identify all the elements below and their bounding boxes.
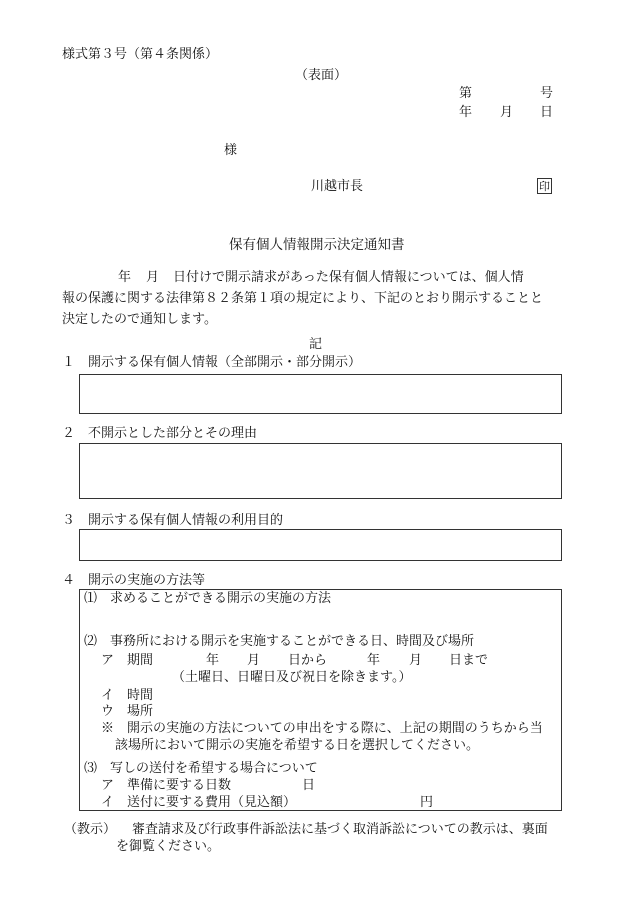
section-4-3: ⑶ 写しの送付を希望する場合について — [84, 761, 318, 776]
notice-label: （教示） — [64, 822, 117, 837]
number-label-dai: 第 — [459, 86, 473, 101]
section-4-2-note-line2: 該場所において開示の実施を希望する日を選択してください。 — [115, 738, 480, 753]
date-year-label: 年 — [459, 105, 473, 120]
section-4-2i: イ 時間 — [101, 688, 154, 703]
intro-line-2: 報の保護に関する法律第８２条第１項の規定により、下記のとおり開示することと — [62, 291, 544, 306]
section-2-box — [79, 443, 562, 499]
ki-heading: 記 — [309, 337, 323, 352]
section-3-box — [79, 529, 562, 561]
section-4-2-note-line1: ※ 開示の実施の方法についての申出をする際に、上記の期間のうちから当 — [101, 721, 543, 736]
section-2-heading: ２ 不開示とした部分とその理由 — [62, 426, 258, 441]
issuer: 川越市長 — [311, 179, 364, 194]
section-4-2u: ウ 場所 — [101, 704, 154, 719]
section-4-2a-year2: 年 — [367, 653, 381, 668]
number-label-go: 号 — [540, 86, 554, 101]
section-4-3i-unit: 円 — [420, 795, 434, 810]
section-4-2a-month2: 月 — [409, 653, 423, 668]
section-4-2a-label: ア 期間 — [101, 653, 154, 668]
intro-line-1: 日付けで開示請求があった保有個人情報については、個人情 — [173, 270, 524, 285]
intro-month: 月 — [146, 270, 160, 285]
intro-line-3: 決定したので通知します。 — [62, 312, 217, 327]
section-4-2: ⑵ 事務所における開示を実施することができる日、時間及び場所 — [84, 634, 475, 649]
form-id: 様式第３号（第４条関係） — [62, 47, 219, 62]
notice-line-1: 審査請求及び行政事件訴訟法に基づく取消訴訟についての教示は、裏面 — [132, 822, 548, 837]
section-3-heading: ３ 開示する保有個人情報の利用目的 — [62, 513, 284, 528]
section-4-2a-from: 日から — [288, 653, 328, 668]
section-4-2a-note: （土曜日、日曜日及び祝日を除きます。） — [172, 670, 412, 685]
section-1-box — [79, 374, 562, 414]
section-4-3a: ア 準備に要する日数 — [101, 778, 232, 793]
section-4-3i: イ 送付に要する費用（見込額） — [101, 795, 297, 810]
seal-mark: 印 — [539, 180, 550, 193]
side-label: （表面） — [295, 68, 348, 83]
section-4-3a-unit: 日 — [302, 778, 316, 793]
document-title: 保有個人情報開示決定通知書 — [229, 237, 405, 253]
section-4-2a-until: 日まで — [449, 653, 489, 668]
intro-year: 年 — [118, 270, 132, 285]
section-4-1: ⑴ 求めることができる開示の実施の方法 — [84, 591, 332, 606]
addressee-suffix: 様 — [224, 143, 238, 158]
date-month-label: 月 — [500, 105, 514, 120]
date-day-label: 日 — [540, 105, 554, 120]
section-1-heading: １ 開示する保有個人情報（全部開示・部分開示） — [62, 355, 362, 370]
notice-line-2: を御覧ください。 — [116, 839, 221, 854]
section-4-heading: ４ 開示の実施の方法等 — [62, 573, 206, 588]
section-4-2a-month1: 月 — [247, 653, 261, 668]
section-4-2a-year1: 年 — [206, 653, 220, 668]
